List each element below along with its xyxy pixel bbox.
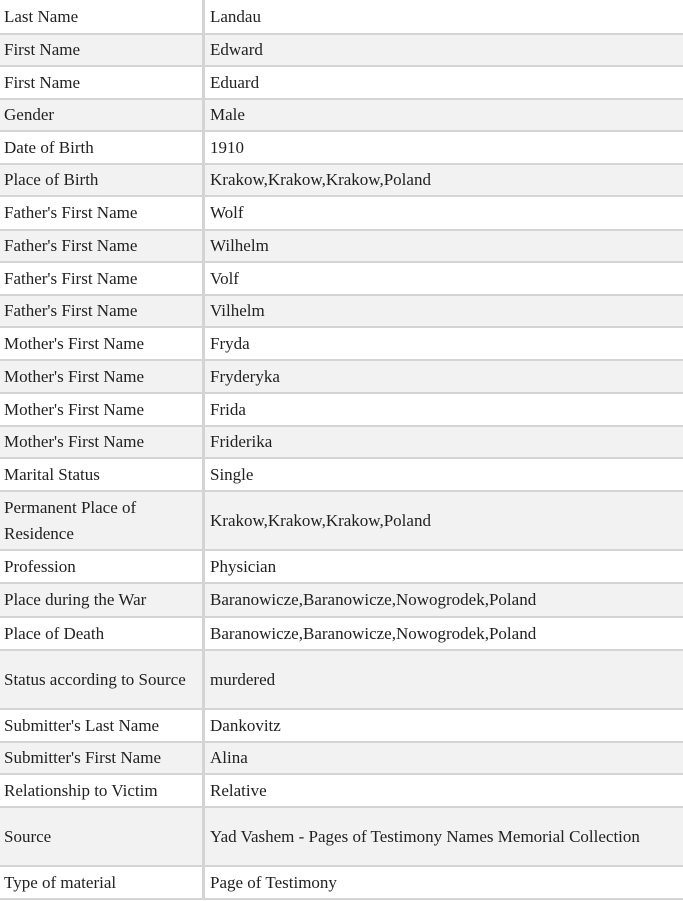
table-row <box>0 132 683 165</box>
field-label: Relationship to Victim <box>0 775 205 806</box>
field-label: Marital Status <box>0 459 205 490</box>
table-row <box>0 0 683 35</box>
table-row <box>0 197 683 231</box>
table-row <box>0 427 683 459</box>
field-value: Vilhelm <box>210 301 265 320</box>
field-value: Frida <box>210 399 246 419</box>
table-row <box>0 296 683 328</box>
field-label: Mother's First Name <box>0 361 205 392</box>
field-value: Relative <box>210 780 267 800</box>
field-value: murdered <box>210 669 276 689</box>
table-row <box>0 775 683 808</box>
table-row <box>0 263 683 296</box>
field-label: Mother's First Name <box>0 427 205 457</box>
field-label: Date of Birth <box>0 132 205 163</box>
field-value: Volf <box>210 268 239 288</box>
field-value: Baranowicze,Baranowicze,Nowogrodek,Poland <box>210 623 537 643</box>
field-value: Edward <box>210 40 263 59</box>
field-label: Profession <box>0 551 205 582</box>
field-label: Place of Death <box>0 618 205 649</box>
field-label: Mother's First Name <box>0 394 205 425</box>
field-value: 1910 <box>210 137 244 157</box>
field-value: Friderika <box>210 432 273 451</box>
field-value: Wilhelm <box>210 236 269 255</box>
table-row <box>0 867 683 900</box>
field-label: Father's First Name <box>0 197 205 229</box>
field-label: Last Name <box>0 0 205 33</box>
field-value: Krakow,Krakow,Krakow,Poland <box>210 170 431 189</box>
table-row <box>0 35 683 67</box>
field-value: Alina <box>210 748 248 767</box>
table-row <box>0 710 683 743</box>
table-row <box>0 551 683 584</box>
table-row <box>0 67 683 100</box>
field-value: Page of Testimony <box>210 872 337 892</box>
field-label: Father's First Name <box>0 263 205 294</box>
table-row <box>0 165 683 197</box>
table-row <box>0 618 683 651</box>
field-label: Source <box>0 808 205 865</box>
field-label: Status according to Source <box>0 651 205 708</box>
field-value: Baranowicze,Baranowicze,Nowogrodek,Poland <box>210 590 537 609</box>
table-row <box>0 394 683 427</box>
field-value: Krakow,Krakow,Krakow,Poland <box>210 510 431 530</box>
field-label: Father's First Name <box>0 296 205 326</box>
field-value: Wolf <box>210 203 244 222</box>
field-label: First Name <box>0 67 205 98</box>
field-value: Male <box>210 105 245 124</box>
table-row <box>0 231 683 263</box>
field-value: Landau <box>210 6 261 26</box>
field-label: First Name <box>0 35 205 65</box>
table-row <box>0 492 683 551</box>
field-value: Eduard <box>210 72 260 92</box>
table-row <box>0 328 683 361</box>
table-row <box>0 743 683 775</box>
table-row <box>0 100 683 132</box>
field-label: Place during the War <box>0 584 205 616</box>
table-row <box>0 651 683 710</box>
field-value: Dankovitz <box>210 715 281 735</box>
field-label: Father's First Name <box>0 231 205 261</box>
field-label: Submitter's First Name <box>0 743 205 773</box>
field-value: Fryderyka <box>210 366 280 386</box>
table-row <box>0 584 683 618</box>
field-value: Physician <box>210 556 277 576</box>
field-value: Single <box>210 464 254 484</box>
field-value: Yad Vashem - Pages of Testimony Names Memorial Collection <box>210 826 640 846</box>
field-label: Gender <box>0 100 205 130</box>
field-value: Fryda <box>210 333 250 353</box>
table-row <box>0 361 683 394</box>
table-row <box>0 808 683 867</box>
field-label: Permanent Place of Residence <box>0 492 205 549</box>
field-label: Submitter's Last Name <box>0 710 205 741</box>
field-label: Mother's First Name <box>0 328 205 359</box>
field-label: Type of material <box>0 867 205 898</box>
field-label: Place of Birth <box>0 165 205 195</box>
table-row <box>0 459 683 492</box>
